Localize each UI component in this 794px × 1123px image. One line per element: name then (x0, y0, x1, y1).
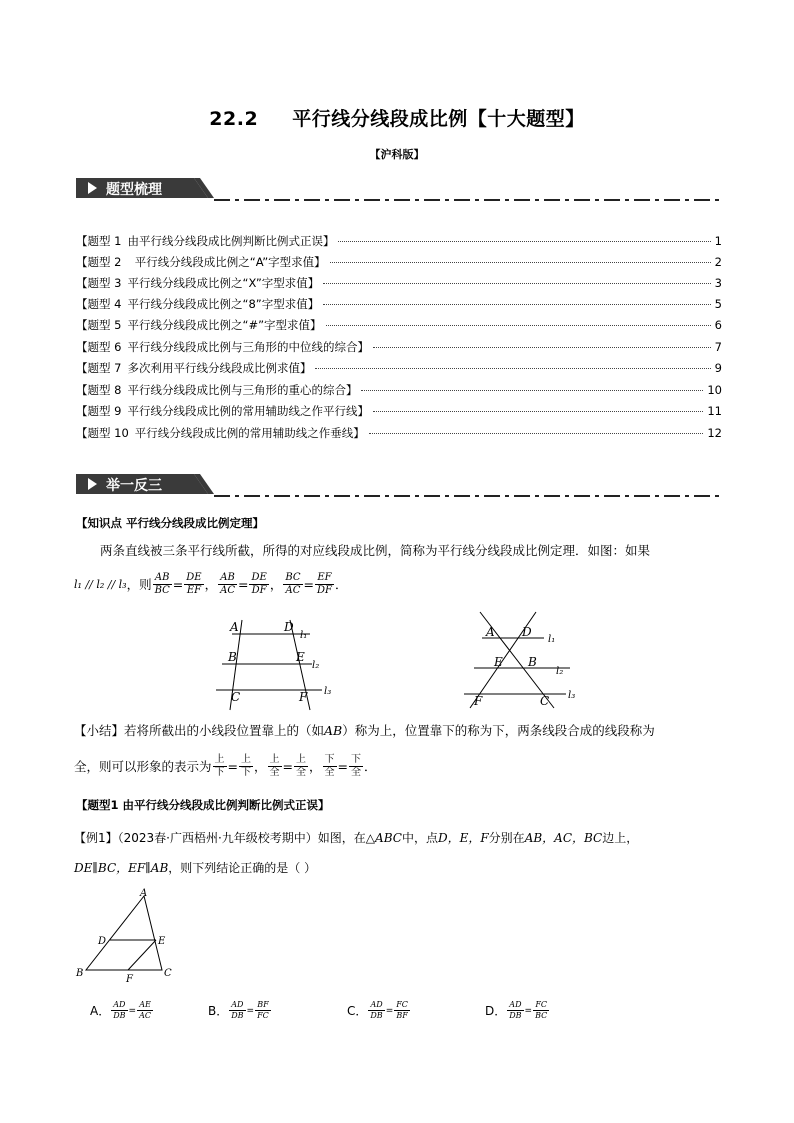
toc-tag: 【题型 5 (76, 318, 122, 332)
summary-line-1: 【小结】若将所截出的小线段位置靠上的（如AB）称为上，位置靠下的称为下，两条线段合成的线段称为 (74, 723, 655, 738)
triangle-figure (72, 888, 182, 984)
toc-page: 5 (714, 297, 722, 311)
fraction: $\frac{\text{下}}{\text{全}}$ (324, 754, 335, 778)
page-title (0, 104, 794, 131)
toc-leader (338, 241, 710, 242)
then-text: ，则 (126, 576, 152, 592)
examples-banner-label: 举一反三 (106, 478, 162, 494)
toc-text: 平行线分线段成比例之“X”字型求值】 (127, 276, 320, 290)
label-A: A (486, 625, 495, 639)
label-B: B (228, 650, 237, 664)
fraction: $\frac{\text{上}}{\text{下}}$ (241, 754, 251, 778)
toc-banner-label: 题型梳理 (106, 182, 162, 198)
toc-page: 11 (707, 404, 722, 418)
knowledge-heading: 【知识点 平行线分线段成比例定理】 (76, 516, 265, 530)
summary-line-2: 全，则可以形象的表示为 $\frac{\text{上}}{\text{下}}$ = $\frac{\text{上}}{\text{下}}$ ， $\frac{\text{上}}{\text{全}}$ = $\frac{\text{上}}{\text{全}}$ ， $\frac{\text{下}}{\text{全}}$ = $\frac{\text{下}}{\text{全}}$ ． (74, 754, 377, 778)
example-line-2: DE∥BC，EF∥AB，则下列结论正确的是（ ） (74, 861, 317, 875)
toc-text: 由平行线分线段成比例判断比例式正误】 (127, 234, 335, 248)
toc-tag: 【题型 3 (76, 276, 122, 290)
toc-item[interactable] (76, 233, 722, 253)
toc-page: 9 (714, 361, 722, 375)
toc-leader (326, 325, 711, 326)
toc-item[interactable] (76, 296, 722, 316)
label-E: E (158, 936, 166, 947)
fraction: $\frac{BC}{AC}$ (285, 572, 301, 596)
toc-item[interactable] (76, 403, 722, 423)
fraction: $\frac{AE}{AC}$ (139, 1000, 151, 1020)
toc-text: 平行线分线段成比例的常用辅助线之作垂线】 (134, 426, 365, 440)
fraction: $\frac{BF}{FC}$ (257, 1000, 269, 1020)
toc-tag: 【题型 9 (76, 404, 122, 418)
label-C: C (164, 968, 172, 979)
fraction: $\frac{AB}{AC}$ (220, 572, 235, 596)
parallel-lines-figure-2 (458, 608, 588, 712)
toc-page: 7 (714, 340, 722, 354)
label-E: E (296, 650, 305, 664)
toc-page: 1 (714, 234, 722, 248)
toc-page: 3 (714, 276, 722, 290)
fraction: $\frac{AD}{DB}$ (113, 1000, 126, 1020)
toc-tag: 【题型 1 (76, 234, 122, 248)
label-l1: l₁ (548, 634, 556, 645)
toc-leader (369, 433, 704, 434)
toc-text: 平行线分线段成比例之“8”字型求值】 (127, 297, 320, 311)
toc-item[interactable] (76, 275, 722, 295)
toc-leader (373, 411, 703, 412)
fraction: $\frac{AD}{DB}$ (231, 1000, 244, 1020)
edition-label: 【沪科版】 (369, 148, 425, 161)
option-a[interactable]: A． $\frac{AD}{DB}$ = $\frac{AE}{AC}$ (90, 1000, 151, 1020)
option-b[interactable]: B． $\frac{AD}{DB}$ = $\frac{BF}{FC}$ (208, 1000, 269, 1020)
toc-text: 多次利用平行线分线段成比例求值】 (127, 361, 312, 375)
knowledge-paragraph: 两条直线被三条平行线所截，所得的对应线段成比例，简称为平行线分线段成比例定理．如图：如果 (100, 543, 651, 558)
fraction: $\frac{AB}{BC}$ (154, 572, 170, 596)
toc-tag: 【题型 7 (76, 361, 122, 375)
label-A: A (230, 620, 239, 634)
toc-item[interactable] (76, 339, 722, 359)
fraction: $\frac{FC}{BF}$ (396, 1000, 408, 1020)
toc-text: 平行线分线段成比例之“A”字型求值】 (127, 255, 326, 269)
toc-page: 10 (707, 383, 722, 397)
separator: ， (269, 576, 283, 592)
equals-sign: = (303, 576, 314, 592)
parallel-lines-figure-1 (210, 614, 340, 714)
fraction: $\frac{\text{下}}{\text{全}}$ (351, 754, 361, 778)
toc-item[interactable] (76, 360, 722, 380)
label-l3: l₃ (568, 690, 576, 701)
theorem-formulas (74, 572, 347, 597)
toc-leader (330, 262, 711, 263)
label-F: F (299, 690, 308, 704)
toc-text: 平行线分线段成比例之“#”字型求值】 (127, 318, 322, 332)
separator: ， (204, 576, 218, 592)
label-l3: l₃ (324, 686, 332, 697)
fraction: $\frac{\text{上}}{\text{全}}$ (296, 754, 306, 778)
toc-text: 平行线分线段成比例的常用辅助线之作平行线】 (127, 404, 369, 418)
label-E: E (494, 655, 503, 669)
label-l2: l₂ (312, 660, 320, 671)
toc-tag: 【题型 4 (76, 297, 122, 311)
label-l2: l₂ (556, 666, 564, 677)
examples-banner (76, 472, 724, 502)
period: ． (334, 576, 348, 592)
toc-item[interactable] (76, 254, 722, 274)
section-number: 22.2 (209, 108, 259, 130)
fraction: $\frac{AD}{DB}$ (370, 1000, 383, 1020)
toc-page: 6 (714, 318, 722, 332)
label-C: C (231, 690, 241, 704)
label-D: D (284, 620, 294, 634)
example-line-1: 【例1】（2023春·广西梧州·九年级校考期中）如图，在△ABC中，点D，E，F分别在AB，AC，BC边上， (74, 831, 639, 845)
fraction: $\frac{DE}{DF}$ (251, 572, 267, 596)
label-D: D (98, 936, 107, 947)
section-heading: 【题型1 由平行线分线段成比例判断比例式正误】 (76, 798, 330, 812)
label-A: A (140, 888, 148, 899)
toc-leader (323, 304, 710, 305)
label-B: B (528, 655, 537, 669)
toc-tag: 【题型 8 (76, 383, 122, 397)
fraction: $\frac{FC}{BC}$ (535, 1000, 548, 1020)
toc-tag: 【题型 2 (76, 255, 122, 269)
fraction: $\frac{AD}{DB}$ (509, 1000, 522, 1020)
toc-item[interactable] (76, 382, 722, 402)
toc-leader (373, 347, 711, 348)
toc-text: 平行线分线段成比例与三角形的重心的综合】 (127, 383, 358, 397)
toc-item[interactable] (76, 317, 722, 337)
fraction: $\frac{\text{上}}{\text{全}}$ (269, 754, 280, 778)
fraction: $\frac{DE}{EF}$ (186, 572, 202, 596)
title-text: 平行线分线段成比例【十大题型】 (292, 108, 585, 130)
toc-tag: 【题型 10 (76, 426, 129, 440)
label-F: F (474, 694, 483, 708)
option-c[interactable]: C． $\frac{AD}{DB}$ = $\frac{FC}{BF}$ (347, 1000, 408, 1020)
toc-page: 2 (714, 255, 722, 269)
fraction: $\frac{\text{上}}{\text{下}}$ (214, 754, 225, 778)
toc-leader (361, 390, 703, 391)
label-C: C (540, 694, 550, 708)
toc-tag: 【题型 6 (76, 340, 122, 354)
label-D: D (522, 625, 532, 639)
fraction: $\frac{EF}{DF}$ (317, 572, 332, 596)
toc-leader (323, 283, 710, 284)
toc-text: 平行线分线段成比例与三角形的中位线的综合】 (127, 340, 369, 354)
banner-shape (76, 472, 724, 502)
label-F: F (126, 974, 133, 984)
equals-sign: = (238, 576, 249, 592)
banner-shape (76, 176, 724, 206)
toc-page: 12 (707, 426, 722, 440)
parallel-condition: l₁ // l₂ // l₃ (74, 577, 127, 591)
equals-sign: = (172, 576, 184, 592)
option-d[interactable]: D． $\frac{AD}{DB}$ = $\frac{FC}{BC}$ (485, 1000, 548, 1020)
toc-banner (76, 176, 724, 206)
label-l1: l₁ (300, 630, 308, 641)
toc-item[interactable] (76, 425, 722, 445)
label-B: B (76, 968, 84, 979)
toc-leader (315, 368, 710, 369)
